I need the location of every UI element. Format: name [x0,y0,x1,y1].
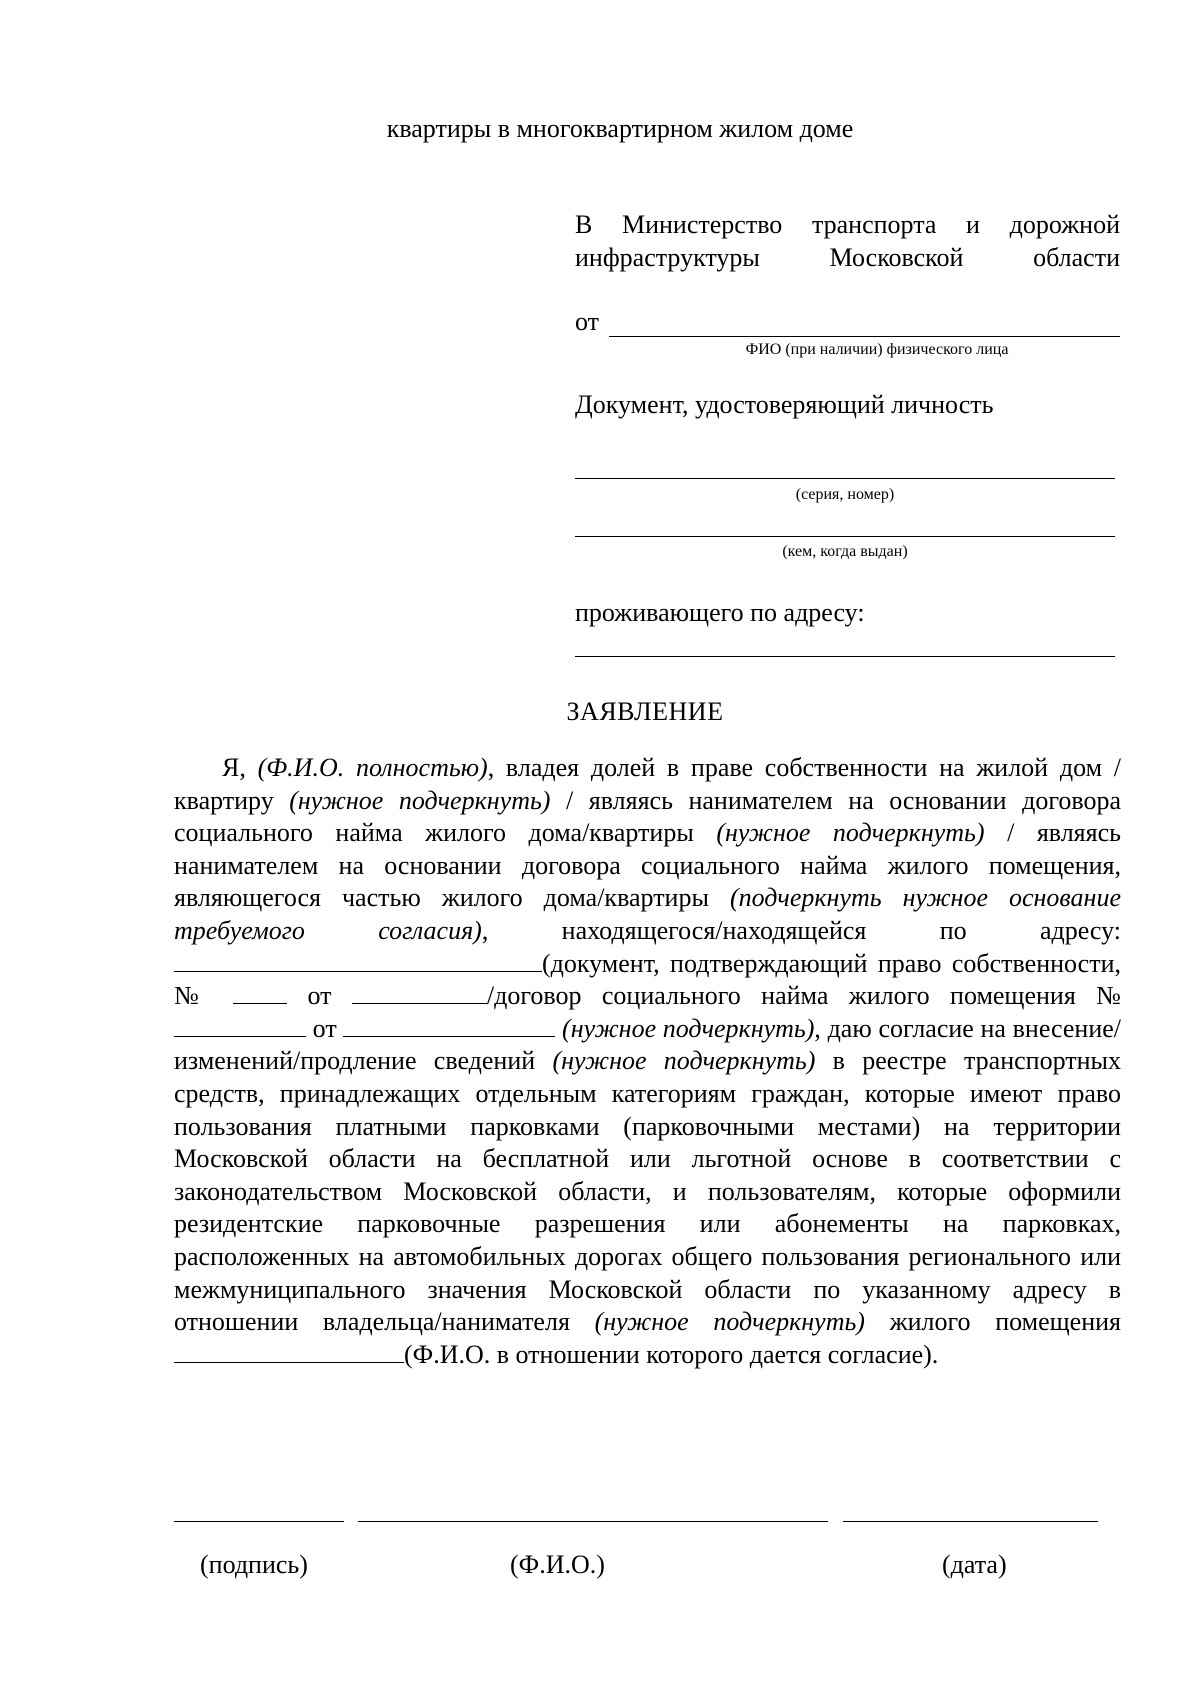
addressee: В Министерство транспорта и дорожной инфраструктуры Московской области [575,210,1120,272]
address-blank[interactable] [174,949,542,972]
residence-label: проживающего по адресу: [575,598,865,627]
statement-text-10: (документ, подтверждающий право собственности, № [174,948,1121,1011]
statement-text-7: / являясь нанимателем на основании договора социального найма жилого помещения, являющегося частью жилого дома/квартиры [174,818,1121,913]
statement-note-underline-3: (нужное подчеркнуть) [562,1013,815,1043]
statement-text-16: , даю согласие на внесение/изменений/продление сведений [174,1013,1121,1076]
issued-by-caption: (кем, когда выдан) [782,543,908,560]
name-caption: (Ф.И.О.) [510,1550,605,1579]
from-row [575,307,1120,337]
ownership-number-blank[interactable] [233,981,287,1004]
statement-text-3: , владея долей в праве собственности на жилой дом / квартиру [174,753,1121,815]
statement-note-underline-2: (нужное подчеркнуть) [716,818,985,848]
date-caption: (дата) [942,1550,1007,1579]
statement-body [174,752,1121,1371]
statement-text-18: в реестре транспортных средств, принадлежащих отдельным категориям граждан, которые имеют право пользования платными парковками (парковочными местами) на территории Московской области на бесплатной или льготной основе в соответствии с законодательством Московской области, и пользователям, которые оформили резидентские парковочные разрешения или абонементы на парковках, расположенных на автомобильных дорогах общего пользования регионального или межмуниципального значения Московской области по указанному адресу в отношении владельца/нанимателя [174,1046,1121,1337]
statement-text-1: Я, [222,753,258,782]
statement-note-underline-4: (нужное подчеркнуть) [552,1046,816,1076]
statement-text-21: (Ф.И.О. в отношении которого дается согласие). [404,1339,939,1369]
statement-text-9: , находящегося/находящейся по адресу: [481,915,1121,945]
holder-name-blank[interactable] [174,1340,404,1363]
date-field[interactable] [843,1521,1098,1522]
lease-date-blank[interactable] [343,1014,555,1037]
from-name-field[interactable] [609,310,1120,337]
document-subtitle: квартиры в многоквартирном жилом доме [386,114,854,143]
identity-document-label: Документ, удостоверяющий личность [575,390,994,419]
statement-note-underline-1: (нужное подчеркнуть) [289,785,551,815]
series-number-field[interactable] [575,478,1115,479]
residence-address-field[interactable] [575,656,1115,657]
from-caption: ФИО (при наличии) физического лица [745,341,1009,358]
ownership-date-blank[interactable] [352,981,487,1004]
series-number-caption: (серия, номер) [795,486,895,503]
from-label: от [575,307,600,336]
statement-note-fio: (Ф.И.О. полностью) [257,753,488,782]
statement-text-11: от [287,981,352,1011]
issued-by-field[interactable] [575,536,1115,537]
signature-field[interactable] [174,1521,344,1522]
statement-text-12: /договор социального найма жилого помещения № [486,981,1121,1011]
statement-text-5: / являясь нанимателем на основании договора социального найма жилого дома/квартиры [174,785,1122,848]
lease-number-blank[interactable] [174,1014,306,1037]
statement-text-13: от [306,1013,344,1043]
statement-note-underline-5: (нужное подчеркнуть) [594,1307,865,1337]
statement-note-basis: (подчеркнуть нужное основание требуемого согласия) [174,883,1121,945]
name-field[interactable] [358,1521,828,1522]
statement-text-20: жилого помещения [864,1307,1121,1337]
statement-title: ЗАЯВЛЕНИЕ [566,697,724,726]
signature-caption: (подпись) [200,1550,308,1579]
